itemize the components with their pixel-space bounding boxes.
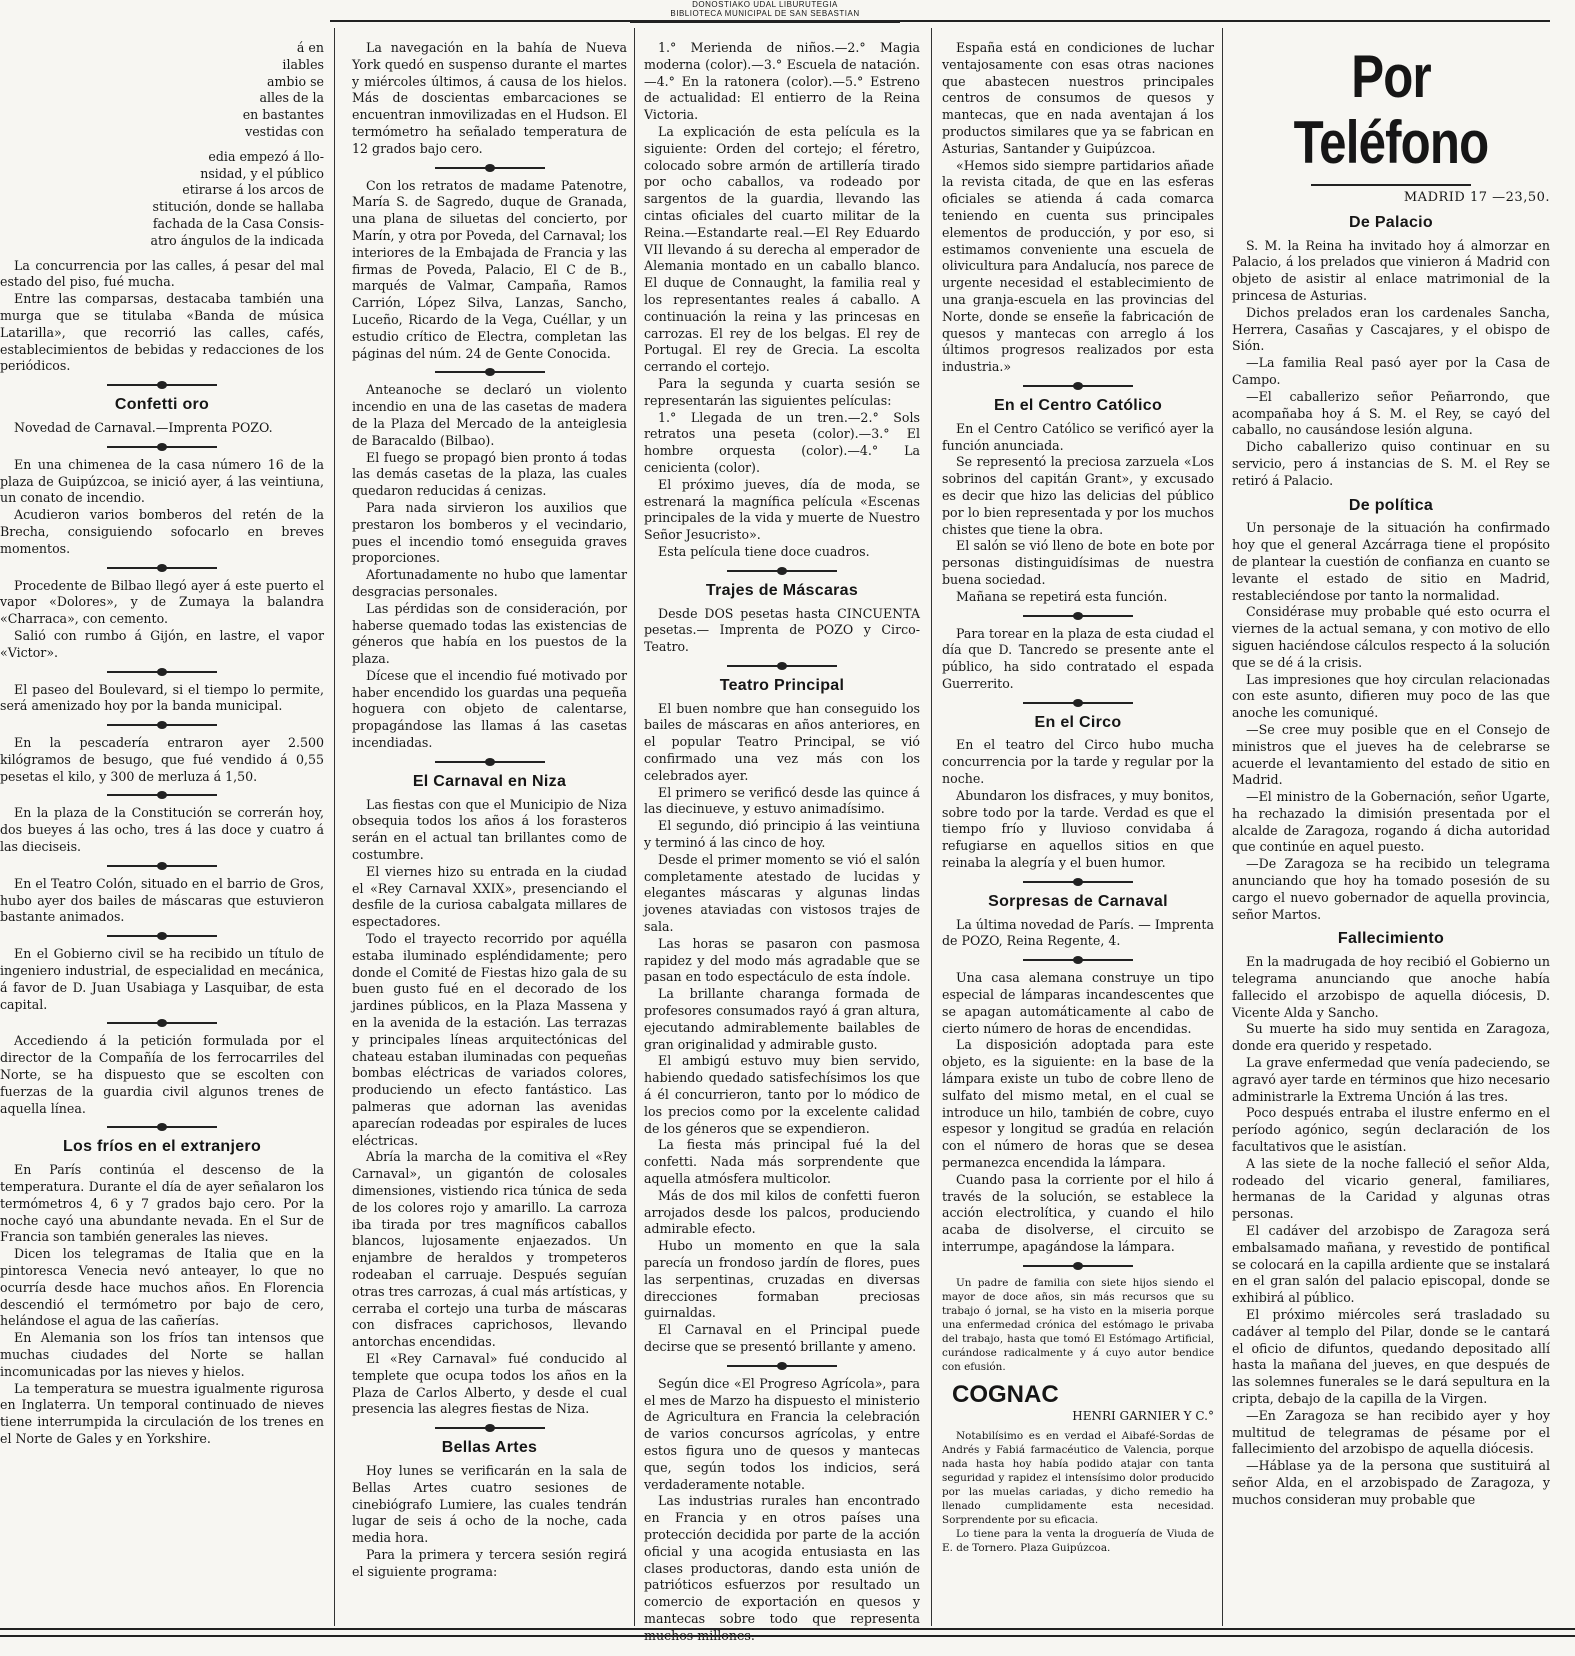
article-paragraph: Poco después entraba el ilustre enfermo en el período agónico, según declaración de los facultativos que le asistían. — [1232, 1105, 1550, 1155]
section-ornament — [107, 1019, 217, 1027]
section-ornament — [435, 1424, 545, 1432]
article-paragraph: Abundaron los disfraces, y muy bonitos, sobre todo por la tarde. Verdad es que el tiempo frío y lluvioso convidaba á refugiarse en aquellos sitios en que reinaba la alegría y el buen humor. — [942, 787, 1214, 871]
news-item: En el Teatro Colón, situado en el barrio de Gros, hubo ayer dos bailes de máscaras que estuvieron bastante animados. — [0, 875, 324, 925]
article-paragraph: Desde el primer momento se vió el salón completamente atestado de lucidas y elegantes máscaras y algunas lindas jovenes ataviadas con vistosos trajes de sala. — [644, 851, 920, 935]
column-2 — [352, 40, 627, 1625]
article-paragraph: Todo el trayecto recorrido por aquélla estaba iluminado espléndidamente; pero donde el Comité de Fiestas hizo gala de su buen gusto fué en el decorado de los jardines públicos, en la Plaza Massena y en la avenida de la estación. Las terrazas y principales líneas arquitectónicas del chateau estaban iluminadas con pequeñas bombas eléctricas de variados colores, produciendo un efecto fantástico. Las palmeras que adornan las avenidas aparecían rodeadas por espirales de luces eléctricas. — [352, 931, 627, 1148]
article-paragraph: Hubo un momento en que la sala parecía un frondoso jardín de flores, pues las serpentinas, cruzadas en diversas direcciones formaban preciosas guirnaldas. — [644, 1238, 920, 1321]
article-paragraph: Considérase muy probable qué esto ocurra el viernes de la actual semana, y con motivo de ello siguen haciéndose cálculos respecto á la solución que se dé á la crisis. — [1232, 604, 1550, 670]
article-paragraph: 1.° Merienda de niños.—2.° Magia moderna (color).—3.° Escuela de natación.—4.° En la ratonera (color).—5.° Estreno de actualidad: El entierro de la Reina Victoria. — [644, 40, 920, 123]
article-paragraph: Se representó la preciosa zarzuela «Los sobrinos del capitán Grant», y excusado es decir que hizo las delicias del público por lo bien representada y por los muchos chistes que tiene la obra. — [942, 454, 1214, 537]
headline-niza: El Carnaval en Niza — [412, 772, 567, 790]
torn-fragment: atro ángulos de la indicada — [150, 232, 324, 248]
article-paragraph: Mañana se repetirá esta función. — [956, 588, 1168, 604]
article-paragraph: El salón se vió lleno de bote en bote por personas distinguidísimas de nuestra buena sociedad. — [942, 538, 1214, 587]
article-paragraph: Para la segunda y cuarta sesión se representarán las siguientes películas: — [644, 375, 920, 408]
article-paragraph: Su muerte ha sido muy sentida en Zaragoza, donde era querido y respetado. — [1232, 1021, 1550, 1054]
section-ornament — [107, 668, 217, 676]
section-ornament — [107, 862, 217, 870]
headline-trajes: Trajes de Máscaras — [705, 581, 859, 599]
news-item: Salió con rumbo á Gijón, en lastre, el vapor «Victor». — [0, 627, 324, 660]
column-divider — [1222, 28, 1223, 1626]
article-paragraph: Más de dos mil kilos de confetti fueron arrojados desde los palcos, produciendo admirable efecto. — [644, 1187, 920, 1237]
article-paragraph: En la madrugada de hoy recibió el Gobierno un telegrama anunciando que anoche había fallecido el arzobispo de aquella diócesis, D. Vicente Alda y Sancho. — [1232, 954, 1550, 1020]
section-ornament — [107, 381, 217, 389]
section-ornament — [107, 564, 217, 572]
news-item: En la plaza de la Constitución se correrán hoy, dos bueyes á las ocho, tres á las doce y cuatro á las dieciseis. — [0, 805, 324, 855]
article-paragraph: El próximo miércoles será trasladado su cadáver al templo del Pilar, donde se le cantará el oficio de difuntos, quedando depositado allí hasta la mañana del jueves, en que después de las solemnes funerales se le dará sepultura en la cripta, debajo de la capilla de la Virgen. — [1232, 1307, 1550, 1406]
headline-bellas-artes: Bellas Artes — [441, 1439, 538, 1457]
section-ornament — [727, 567, 837, 575]
news-item: Las pérdidas son de consideración, por haberse quemado todas las existencias de géneros que había en los puestos de la plaza. — [352, 600, 627, 667]
article-paragraph: S. M. la Reina ha invitado hoy á almorzar en Palacio, á los prelados que vinieron á Madrid con objeto de asistir al enlace matrimonial de la princesa de Asturias. — [1232, 237, 1550, 303]
masthead-rule — [1311, 184, 1471, 186]
section-ornament — [435, 164, 545, 172]
article-paragraph: La explicación de esta película es la siguiente: Orden del cortejo; el féretro, colocado sobre armón de artillería tirado por ocho caballos, va rodeado por sargentos de la guardia, llevando las cintas oficiales del cuarto militar de la Reina.—Estandarte real.—El Rey Eduardo VII llevando á su derecha al emperador de Alemania montado en un caballo blanco. El duque de Connaught, la familia real y los representantes reales á caballo. A continuación la reina y las princesas en carrozas. El rey de los belgas. El rey de Portugal. El rey de Grecia. La escolta cerrando el cortejo. — [644, 123, 920, 375]
article-paragraph: Las industrias rurales han encontrado en Francia y en otros países una protección decidida por parte de la acción oficial y una acogida entusiasta en las clases productoras, dando esta unión de patrióticos esfuerzos por resultado un comercio de exportación en quesos y mantecas sobre todo que representa muchos millones. — [644, 1493, 920, 1643]
ad-paragraph: Un padre de familia con siete hijos siendo el mayor de doce años, sin más recursos que su trabajo ó jornal, se ha visto en la miseria porque una enfermedad crónica del estómago le privaba del trabajo, hasta que tomó El Estómago Artificial, curándose radicalmente y á cuyo autor bendice con efusión. — [942, 1276, 1214, 1373]
news-item: La navegación en la bahía de Nueva York quedó en suspenso durante el martes y miércoles últimos, á causa de los hielos. Más de doscientas embarcaciones se encuentran inmovilizadas en el Hudson. El termómetro ha señalado temperatura de 12 grados bajo cero. — [352, 40, 627, 156]
article-paragraph: Las impresiones que hoy circulan relacionadas con este asunto, difieren muy poco de las que anoche les comuniqué. — [1232, 671, 1550, 721]
article-paragraph: Una casa alemana construye un tipo especial de lámparas incandescentes que se apagan automáticamente al cabo de cierto número de horas de encendidas. — [942, 970, 1214, 1036]
news-item: Acudieron varios bomberos del retén de la Brecha, consiguiendo sofocarlo en breves momentos. — [0, 507, 324, 556]
headline-frios: Los fríos en el extranjero — [62, 1138, 262, 1156]
article-paragraph: Dichos prelados eran los cardenales Sancha, Herrera, Casañas y Cascajares, y el obispo de Sión. — [1232, 304, 1550, 354]
article-paragraph: —Háblase ya de la persona que sustituirá al señor Alda, en el arzobispado de Zaragoza, y muchos consideran muy probable que — [1232, 1458, 1550, 1507]
torn-fragment: edia empezó á llo- — [208, 148, 324, 164]
column-5 — [1232, 40, 1550, 1625]
article-paragraph: —En Zaragoza se han recibido ayer y hoy multitud de telegramas de pésame por el fallecimiento del arzobispo de aquella diócesis. — [1232, 1407, 1550, 1457]
torn-fragment: á en — [296, 40, 324, 55]
article-paragraph: En el teatro del Circo hubo mucha concurrencia por la tarde y regular por la noche. — [942, 737, 1214, 787]
news-item: Afortunadamente no hubo que lamentar desgracias personales. — [352, 567, 627, 599]
article-paragraph: —De Zaragoza se ha recibido un telegrama anunciando que hoy ha tomado posesión de su cargo el nuevo gobernador de aquella provincia, señor Martos. — [1232, 856, 1550, 922]
article-paragraph: El buen nombre que han conseguido los bailes de máscaras en años anteriores, en el popular Teatro Principal, se vió confirmado una vez más con los celebrados ayer. — [644, 700, 920, 783]
news-item: Con los retratos de madame Patenotre, María S. de Sagredo, duque de Granada, una plana de siluetas del concierto, por Marín, y otra por Poveda, del Carnaval; los interiores de la Embajada de Francia y las firmas de Poveda, Palacio, El C de B., marqués de Valmar, Campaña, Ramos Carrión, López Silva, Lanzas, Sancho, Luceño, Ricardo de la Vega, Cuéllar, y un estudio crítico de Electra, completan las páginas del núm. 24 de Gente Conocida. — [352, 177, 627, 361]
column-divider — [634, 28, 635, 1626]
torn-fragment: fachada de la Casa Consis- — [152, 215, 324, 231]
article-paragraph: El cadáver del arzobispo de Zaragoza será embalsamado mañana, y revestido de pontifical se colocará en la capilla ardiente que se instalará en el gran salón del palacio episcopal, donde se exhibirá al público. — [1232, 1223, 1550, 1306]
article-paragraph: El primero se verificó desde las quince á las diecinueve, y estuvo animadísimo. — [644, 784, 920, 817]
section-ornament — [1023, 878, 1133, 886]
headline-sorpresas: Sorpresas de Carnaval — [988, 892, 1168, 910]
news-item: Dícese que el incendio fué motivado por haber encendido los guardas una pequeña hoguera con objeto de calentarse, propagándose las llamas á las casetas incendiadas. — [352, 667, 627, 751]
headline-confetti: Confetti oro — [114, 396, 210, 414]
article-paragraph: El Carnaval en el Principal puede decirse que se presentó brillante y ameno. — [644, 1322, 920, 1354]
headline-fallecimiento: Fallecimiento — [1337, 930, 1445, 948]
news-item: En la pescadería entraron ayer 2.500 kilógramos de besugo, que fué vendido á 0,55 pesetas el kilo, y 300 de merluza á 1,50. — [0, 735, 324, 784]
ad-paragraph: Notabilísimo es en verdad el Aibafé-Sordas de Andrés y Fabiá farmacéutico de Valencia, porque nada hasta hoy había podido atajar con tanta seguridad y rapidez el intensísimo dolor producido por las muelas cariadas, y dicho remedio ha llenado cumplidamente esta necesidad. Sorprendente por su eficacia. — [942, 1429, 1214, 1526]
article-paragraph: La grave enfermedad que venía padeciendo, se agravó ayer tarde en términos que hizo necesario administrarle la Extrema Unción á las tres. — [1232, 1055, 1550, 1104]
ad-paragraph: Desde DOS pesetas hasta CINCUENTA pesetas.— Imprenta de POZO y Circo-Teatro. — [644, 605, 920, 655]
ad-paragraph: Lo tiene para la venta la droguería de Viuda de E. de Tornero. Plaza Guipúzcoa. — [942, 1527, 1214, 1554]
article-paragraph: La fiesta más principal fué la del confetti. Nada más sorprendente que aquella atmósfera multicolor. — [644, 1137, 920, 1186]
news-item: Para torear en la plaza de esta ciudad el día que D. Tancredo se presente ante el público, ha sido contratado el espada Guerrerito. — [942, 625, 1214, 691]
section-ornament — [107, 721, 217, 729]
section-ornament — [1023, 382, 1133, 390]
dateline: MADRID 17 —23,50. — [1403, 190, 1550, 205]
torn-fragment: etirarse á los arcos de — [182, 182, 324, 198]
article-paragraph: En Alemania son los fríos tan intensos que muchas ciudades del Norte se hallan incomunicadas por las nieves y hielos. — [0, 1330, 324, 1379]
cognac-ad-brand: HENRI GARNIER Y C.° — [1072, 1408, 1214, 1423]
headline-teatro-principal: Teatro Principal — [719, 676, 845, 694]
column-1 — [0, 40, 324, 1625]
article-paragraph: Las horas se pasaron con pasmosa rapidez y del modo más agradable que se pasan en todo espectáculo de esta índole. — [644, 935, 920, 985]
article-paragraph: Abría la marcha de la comitiva el «Rey Carnaval», un gigantón de colosales dimensiones, vistiendo rica túnica de seda de los colores rojo y amarillo. La carroza iba tirada por tres magníficos caballos blancos, lujosamente enjaezados. Un enjambre de heraldos y trompeteros rodeaban el carruaje. Después seguían otras tres carrozas, á cual más artísticas, y cerraba el cortejo una turba de máscaras con disfraces caprichosos, llevando antorchas encendidas. — [352, 1149, 627, 1350]
torn-fragment: alles de la — [259, 90, 324, 106]
library-header-line2: BIBLIOTECA MUNICIPAL DE SAN SEBASTIAN — [670, 9, 860, 18]
news-item: Para nada sirvieron los auxilios que prestaron los bomberos y el vecindario, pues el incendio tomó enseguida graves proporciones. — [352, 499, 627, 566]
news-item: En una chimenea de la casa número 16 de la plaza de Guipúzcoa, se inició ayer, á las veintiuna, un conato de incendio. — [0, 456, 324, 506]
cognac-ad-title: COGNAC — [952, 1380, 1059, 1408]
headline-palacio: De Palacio — [1349, 213, 1433, 231]
headline-centro-catolico: En el Centro Católico — [993, 396, 1163, 414]
column-4 — [942, 40, 1214, 1625]
news-item: Anteanoche se declaró un violento incendio en una de las casetas de madera de la Plaza del Mercado de la anteiglesia de Baracaldo (Bilbao). — [352, 382, 627, 448]
article-paragraph: El segundo, dió principio á las veintiuna y terminó á las cinco de hoy. — [644, 818, 920, 851]
top-rule — [330, 20, 1550, 22]
article-paragraph: A las siete de la noche falleció el señor Alda, rodeado del vicario general, familiares, hermanas de la Caridad y algunas otras personas. — [1232, 1155, 1550, 1222]
article-paragraph: La temperatura se muestra igualmente rigurosa en Inglaterra. Un temporal continuado de nieves tiene interrumpida la circulación de los trenes en el Norte de Gales y en Yorkshire. — [0, 1380, 324, 1446]
section-ornament — [435, 368, 545, 376]
section-ornament — [107, 443, 217, 451]
torn-fragment: vestidas con — [245, 123, 324, 139]
section-ornament — [435, 758, 545, 766]
article-paragraph: El «Rey Carnaval» fué conducido al templete que ocupa todos los años en la Plaza de Carlos Alberto, y desde el cual presencia las alegres fiestas de Niza. — [352, 1350, 627, 1417]
article-paragraph: La disposición adoptada para este objeto, es la siguiente: en la base de la lámpara existe un tubo de cobre lleno de sulfato del mismo metal, en el cual se introduce un hilo, también de cobre, cuyo espesor y longitud se gradúa en relación con el número de horas que se desea permanezca encendida la lámpara. — [942, 1037, 1214, 1171]
section-ornament — [1023, 699, 1133, 707]
article-paragraph: En París continúa el descenso de la temperatura. Durante el día de ayer señalaron los termómetros 4, 6 y 7 grados bajo cero. Por la noche cayó una abundante nevada. En el Sur de Francia son también generales las nieves. — [0, 1162, 324, 1245]
headline-politica: De política — [1348, 496, 1434, 514]
article-paragraph: Un personaje de la situación ha confirmado hoy que el general Azcárraga tiene el propósito de plantear la cuestión de confianza en cuanto se levante el estado de sitio en Madrid, restableciéndose por tanto la normalidad. — [1232, 520, 1550, 603]
article-paragraph: El viernes hizo su entrada en la ciudad el «Rey Carnaval XXIX», presenciando el desfile de la curiosa cabalgata millares de espectadores. — [352, 863, 627, 930]
section-ornament — [107, 791, 217, 799]
article-paragraph: Dicen los telegramas de Italia que en la pintoresca Venecia nevó anteayer, lo que no ocurría desde hace muchos años. En Florencia descendió el termómetro por bajo de cero, helándose el agua de las cañerías. — [0, 1246, 324, 1329]
news-item: El paseo del Boulevard, si el tiempo lo permite, será amenizado hoy por la banda municipal. — [0, 681, 324, 714]
article-paragraph: La concurrencia por las calles, á pesar del mal estado del piso, fué mucha. — [0, 257, 324, 290]
article-paragraph: Las fiestas con que el Municipio de Niza obsequia todos los años á los forasteros serán en el actual tan brillantes como de costumbre. — [352, 796, 627, 863]
article-paragraph: Esta película tiene doce cuadros. — [658, 543, 870, 559]
article-paragraph: —La familia Real pasó ayer por la Casa de Campo. — [1232, 355, 1550, 387]
column-divider — [931, 28, 932, 1626]
article-paragraph: Para la primera y tercera sesión regirá el siguiente programa: — [352, 1546, 627, 1579]
section-ornament — [1023, 1262, 1133, 1270]
news-item: Procedente de Bilbao llegó ayer á este puerto el vapor «Dolores», y de Zumaya la balandra «Charraca», con cemento. — [0, 577, 324, 627]
article-paragraph: Según dice «El Progreso Agrícola», para el mes de Marzo ha dispuesto el ministerio de Agricultura en Francia la celebración de varios concursos agrícolas, y entre estos figura uno de quesos y mantecas que, según todos los indicios, será verdaderamente notable. — [644, 1375, 920, 1492]
article-paragraph: —El ministro de la Gobernación, señor Ugarte, ha rechazado la dimisión presentada por el alcalde de Zaragoza, rogando á dicha autoridad que continúe en aquel puesto. — [1232, 789, 1550, 855]
article-paragraph: Dicho caballerizo quiso continuar en su servicio, pero á instancias de S. M. el Rey se retiró á Palacio. — [1232, 439, 1550, 488]
news-item: El fuego se propagó bien pronto á todas las demás casetas de la plaza, las cuales quedaron reducidas á cenizas. — [352, 449, 627, 499]
torn-fragment: stitución, donde se hallaba — [152, 199, 324, 215]
column-3 — [644, 40, 920, 1643]
news-item: En el Gobierno civil se ha recibido un título de ingeniero industrial, de especialidad en mecánica, á favor de D. Juan Usabiaga y Lasquibar, de esta capital. — [0, 946, 324, 1012]
torn-fragment: ilables — [282, 56, 324, 72]
ad-paragraph: La última novedad de París. — Imprenta de POZO, Reina Regente, 4. — [942, 916, 1214, 949]
article-paragraph: Entre las comparsas, destacaba también una murga que se titulaba «Banda de música Latarilla», que recorrió las calles, cafés, establecimientos de bebidas y redacciones de los periódicos. — [0, 291, 324, 374]
library-header-line1: DONOSTIAKO UDAL LIBURUTEGIA — [692, 0, 838, 9]
section-ornament — [107, 932, 217, 940]
article-paragraph: En el Centro Católico se verificó ayer la función anunciada. — [942, 420, 1214, 453]
column-divider — [334, 28, 335, 1626]
headline-circo: En el Circo — [1034, 713, 1122, 731]
torn-fragment: ambio se — [266, 73, 324, 89]
masthead-title: Por Teléfono — [1293, 43, 1489, 176]
article-paragraph: —El caballerizo señor Peñarrondo, que acompañaba hoy á S. M. el Rey, se cayó del caballo, no causándose lesión alguna. — [1232, 388, 1550, 438]
article-paragraph: El ambigú estuvo muy bien servido, habiendo quedado satisfechísimos los que á él concurrieron, tanto por lo módico de los precios como por la excelente calidad de los géneros que se expendieron. — [644, 1053, 920, 1136]
article-paragraph: España está en condiciones de luchar ventajosamente con esas otras naciones que abastecen nuestros principales centros de consumos de quesos y mantecas, que en nada aventajan á los productos similares que ya se fabrican en Asturias, Santander y Guipúzcoa. — [942, 40, 1214, 156]
section-ornament — [1023, 612, 1133, 620]
article-paragraph: Cuando pasa la corriente por el hilo á través de la solución, se establece la acción electrolítica, y cuando el hilo acaba de disolverse, el circuito se interrumpe, apagándose la lámpara. — [942, 1171, 1214, 1254]
torn-fragment: nsidad, y el público — [200, 165, 324, 181]
section-ornament — [107, 1123, 217, 1131]
article-paragraph: —Se cree muy posible que en el Consejo de ministros que el jueves ha de celebrarse se acuerde el levantamiento del estado de sitio en Madrid. — [1232, 721, 1550, 788]
article-paragraph: La brillante charanga formada de profesores consumados rayó á gran altura, ejecutando admirablemente bailables de gran originalidad y admirable gusto. — [644, 986, 920, 1052]
torn-fragment: en bastantes — [242, 107, 324, 123]
section-ornament — [727, 662, 837, 670]
article-paragraph: Hoy lunes se verificarán en la sala de Bellas Artes cuatro sesiones de cinebiógrafo Lumiere, las cuales tendrán lugar de seis á ocho de la noche, cada media hora. — [352, 1462, 627, 1546]
section-ornament — [727, 1362, 837, 1370]
ad-paragraph: Novedad de Carnaval.—Imprenta POZO. — [14, 419, 273, 435]
article-paragraph: 1.° Llegada de un tren.—2.° Sols retratos una peseta (color).—3.° El hombre orquesta (color).—4.° La cenicienta (color). — [644, 409, 920, 475]
article-paragraph: El próximo jueves, día de moda, se estrenará la magnífica película «Escenas principales de la vida y muerte de Nuestro Señor Jesucristo». — [644, 476, 920, 543]
article-paragraph: «Hemos sido siempre partidarios añade la revista citada, de que en las esferas oficiales se atienda á cada comarca teniendo en cuenta sus principales elementos de producción, y por eso, si estimamos conveniente una escuela de olivicultura para Andalucía, nos parece de urgente necesidad el establecimiento de una granja-escuela en las provincias del Norte, donde se enseñe la fabricación de quesos y mantecas con arreglo á los últimos progresos realizados por esta industria.» — [942, 157, 1214, 375]
bottom-rule — [0, 1628, 1575, 1637]
news-item: Accediendo á la petición formulada por el director de la Compañía de los ferrocarriles del Norte, se ha dispuesto que se escolten con fuerzas de la guardia civil algunos trenes de aquella línea. — [0, 1033, 324, 1116]
section-ornament — [1023, 956, 1133, 964]
